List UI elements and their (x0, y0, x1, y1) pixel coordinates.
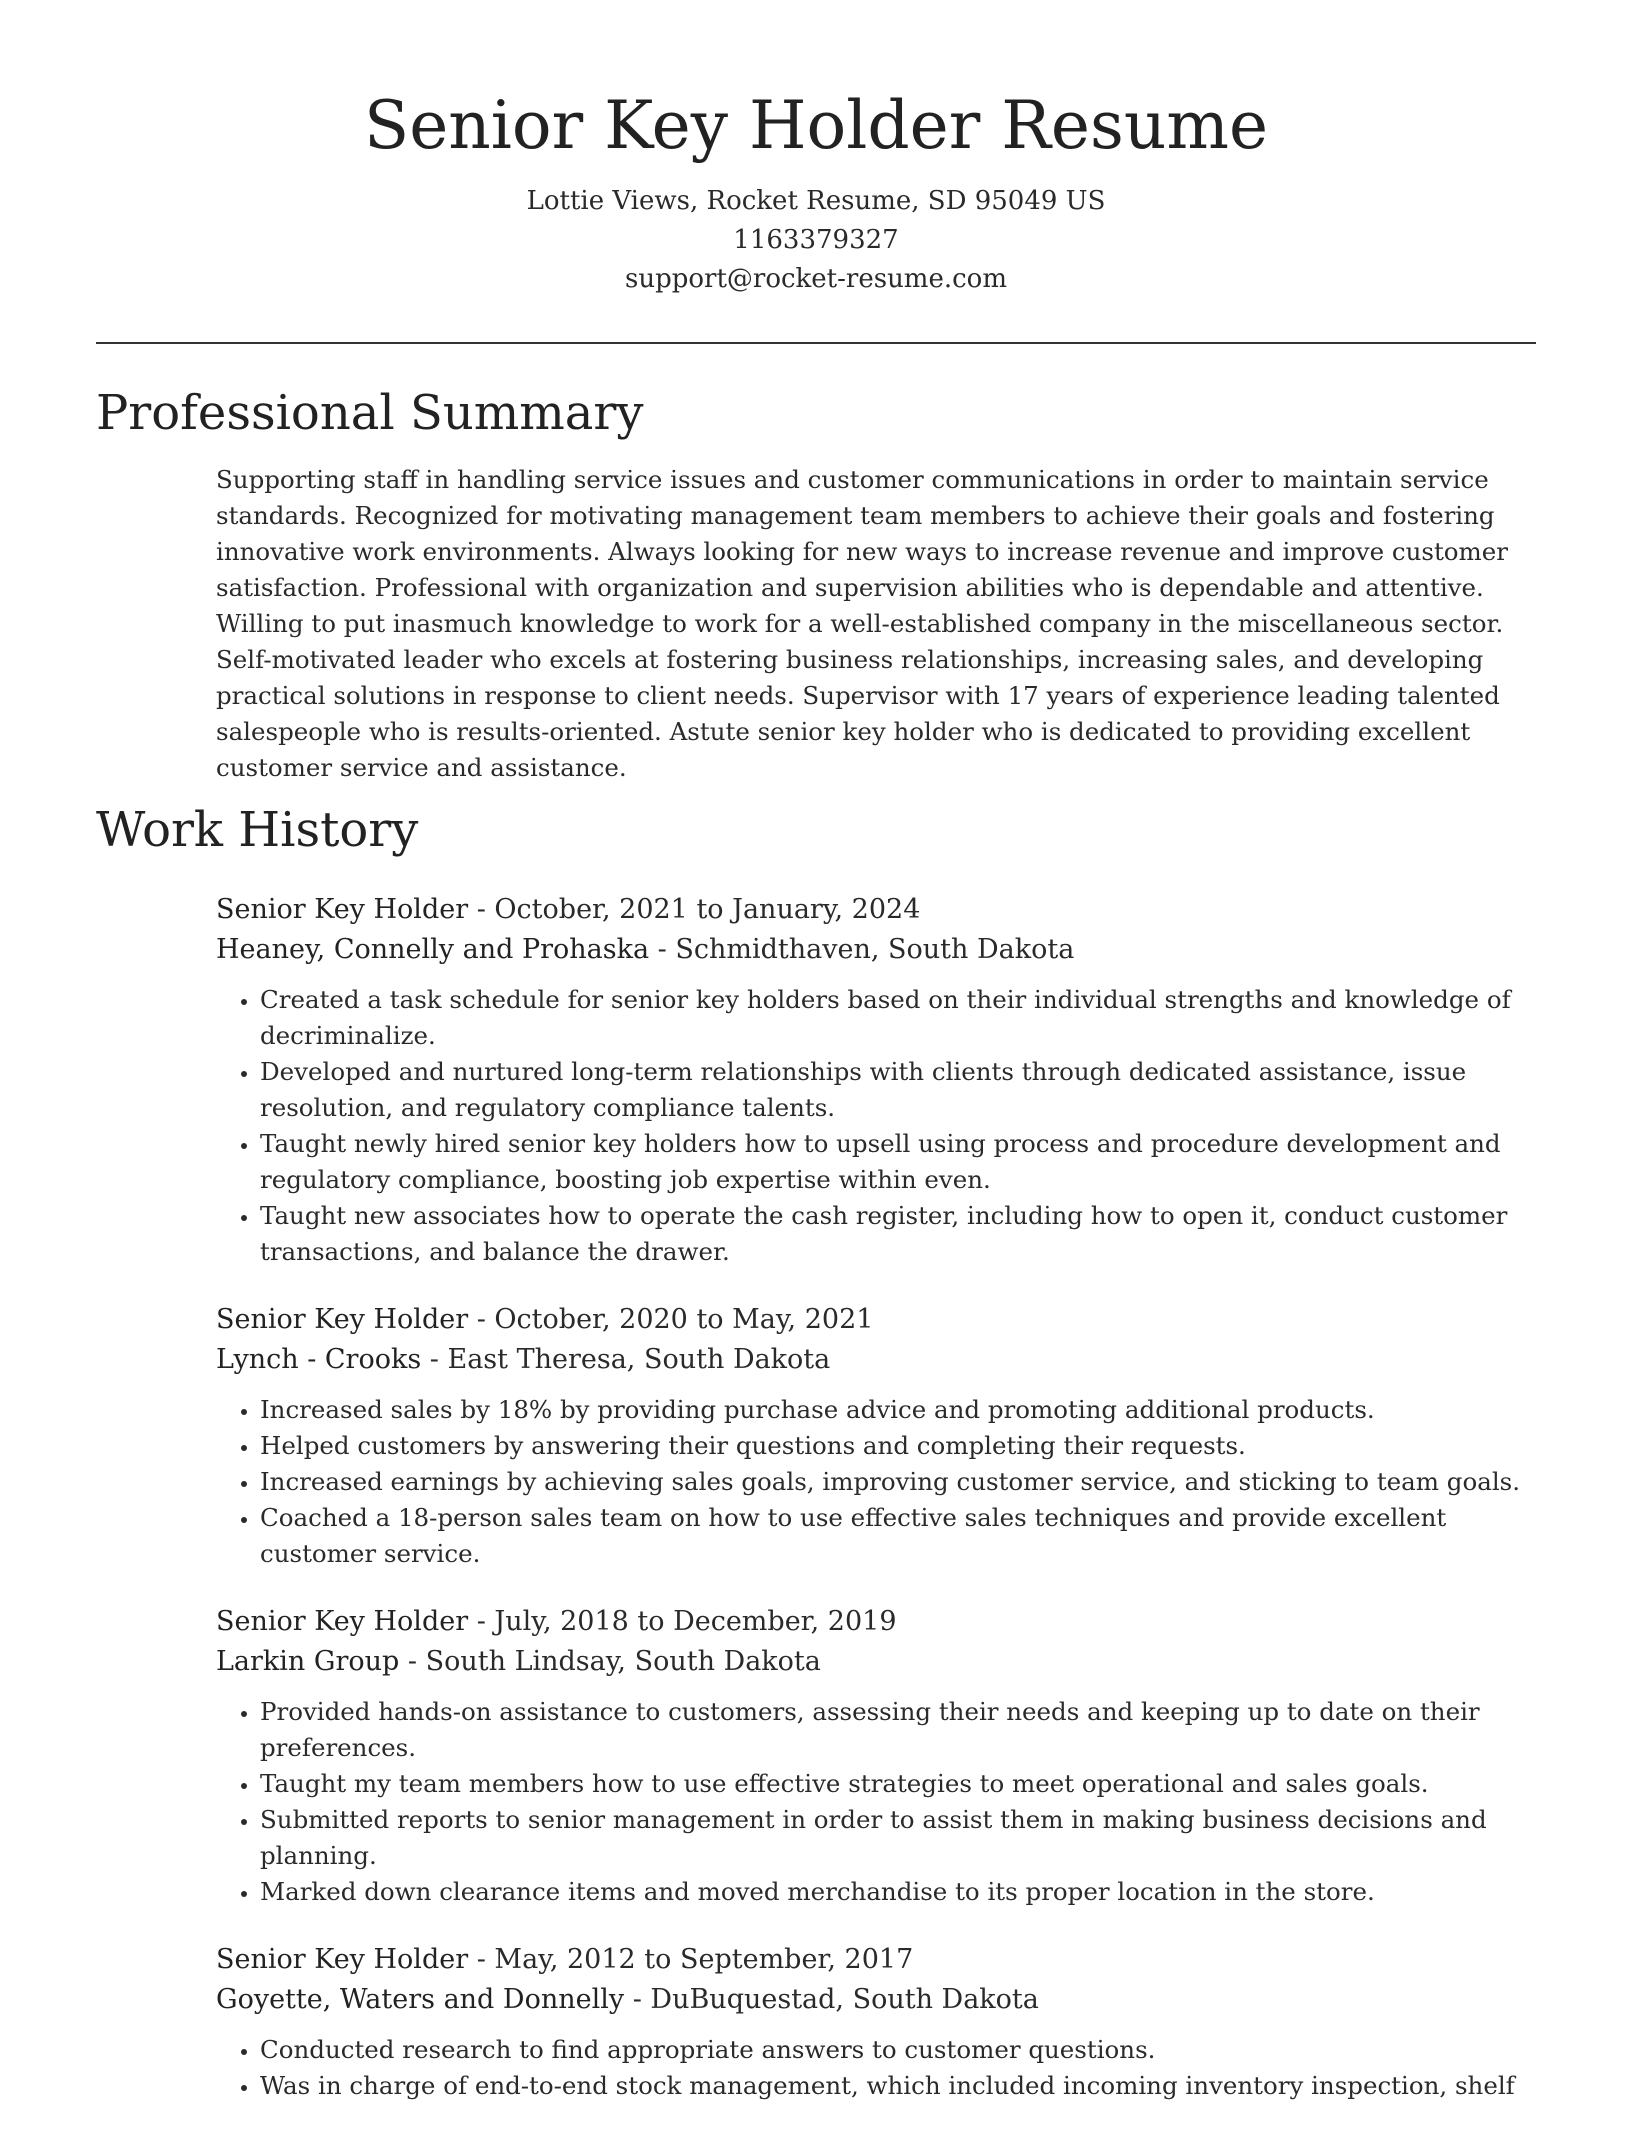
job-title-line (216, 1940, 1546, 1980)
job-bullet: • Increased sales by 18% by providing purchase advice and promoting additional products. (260, 1392, 1546, 1428)
job-location: DuBuquestad, South Dakota (650, 1984, 1039, 2015)
job-title-line (216, 890, 1546, 930)
job-dates: October, 2020 to May, 2021 (494, 1304, 874, 1335)
job-separator: - (421, 1344, 448, 1375)
summary-text: Supporting staff in handling service issues and customer communications in order to maintain service standards. Recognized for motivating management team members to achieve their goals and fostering innovative work environments. Always looking for new ways to increase revenue and improve customer satisfaction. Professional with organization and supervision abilities who is dependable and attentive. Willing to put inasmuch knowledge to work for a well-established company in the miscellaneous sector. Self-motivated leader who excels at fostering business relationships, increasing sales, and developing practical solutions in response to client needs. Supervisor with 17 years of experience leading talented salespeople who is results-oriented. Astute senior key holder who is dedicated to providing excellent customer service and assistance. (216, 465, 1508, 782)
resume-header (0, 0, 1632, 299)
contact-address: Lottie Views, Rocket Resume, SD 95049 US (526, 186, 1106, 216)
summary-heading: Professional Summary (96, 385, 644, 441)
job-bullet: • Provided hands-on assistance to customers, assessing their needs and keeping up to date on their preferences. (260, 1694, 1546, 1766)
job-entry (216, 1940, 1546, 2104)
job-bullet: • Was in charge of end-to-end stock management, which included incoming inventory inspection, shelf (260, 2068, 1546, 2104)
job-entry (216, 890, 1546, 1270)
job-company: Heaney, Connelly and Prohaska (216, 934, 650, 965)
job-location: East Theresa, South Dakota (447, 1344, 831, 1375)
job-bullet: • Submitted reports to senior management in order to assist them in making business decisions and planning. (260, 1802, 1546, 1874)
job-bullet: • Conducted research to find appropriate answers to customer questions. (260, 2032, 1546, 2068)
job-separator: - (468, 1944, 495, 1975)
job-dates: July, 2018 to December, 2019 (494, 1606, 897, 1637)
contact-info (0, 182, 1632, 299)
job-bullet: • Helped customers by answering their questions and completing their requests. (260, 1428, 1546, 1464)
job-bullet: • Marked down clearance items and moved merchandise to its proper location in the store. (260, 1874, 1546, 1910)
contact-phone: 1163379327 (733, 225, 899, 255)
job-dates: May, 2012 to September, 2017 (494, 1944, 914, 1975)
job-title-line (216, 1300, 1546, 1340)
job-separator: - (399, 1646, 426, 1677)
job-separator: - (649, 934, 676, 965)
job-bullets (216, 982, 1546, 1270)
job-bullets (216, 2032, 1546, 2104)
job-separator: - (468, 894, 495, 925)
job-company: Larkin Group (216, 1646, 400, 1677)
header-divider (96, 342, 1536, 344)
job-company: Lynch - Crooks (216, 1344, 422, 1375)
job-separator: - (624, 1984, 651, 2015)
job-bullet: • Developed and nurtured long-term relationships with clients through dedicated assistance, issue resolution, and regulatory compliance talents. (260, 1054, 1546, 1126)
job-dates: October, 2021 to January, 2024 (494, 894, 921, 925)
job-bullet: • Created a task schedule for senior key holders based on their individual strengths and knowledge of decriminalize. (260, 982, 1546, 1054)
job-bullet: • Taught newly hired senior key holders how to upsell using process and procedure development and regulatory compliance, boosting job expertise within even. (260, 1126, 1546, 1198)
job-location: Schmidthaven, South Dakota (675, 934, 1075, 965)
job-bullet: • Taught my team members how to use effective strategies to meet operational and sales goals. (260, 1766, 1546, 1802)
job-location: South Lindsay, South Dakota (425, 1646, 821, 1677)
job-title: Senior Key Holder (216, 1944, 469, 1975)
job-title-line (216, 1602, 1546, 1642)
job-bullet: • Taught new associates how to operate the cash register, including how to open it, conduct customer transactions, and balance the drawer. (260, 1198, 1546, 1270)
job-bullet: • Increased earnings by achieving sales goals, improving customer service, and sticking to team goals. (260, 1464, 1546, 1500)
job-company-line (216, 1642, 1546, 1682)
job-title: Senior Key Holder (216, 1304, 469, 1335)
job-entry (216, 1602, 1546, 1910)
job-bullets (216, 1694, 1546, 1910)
job-company-line (216, 1980, 1546, 2020)
contact-email[interactable]: support@rocket-resume.com (624, 264, 1007, 294)
job-company-line (216, 930, 1546, 970)
job-title: Senior Key Holder (216, 1606, 469, 1637)
job-company: Goyette, Waters and Donnelly (216, 1984, 625, 2015)
job-company-line (216, 1340, 1546, 1380)
work-history-list (216, 890, 1546, 2134)
resume-title: Senior Key Holder Resume (363, 87, 1269, 164)
job-bullet: • Coached a 18-person sales team on how to use effective sales techniques and provide excellent customer service. (260, 1500, 1546, 1572)
job-title: Senior Key Holder (216, 894, 469, 925)
work-history-heading: Work History (96, 802, 419, 858)
job-entry (216, 1300, 1546, 1572)
job-separator: - (468, 1606, 495, 1637)
job-separator: - (468, 1304, 495, 1335)
job-bullets (216, 1392, 1546, 1572)
